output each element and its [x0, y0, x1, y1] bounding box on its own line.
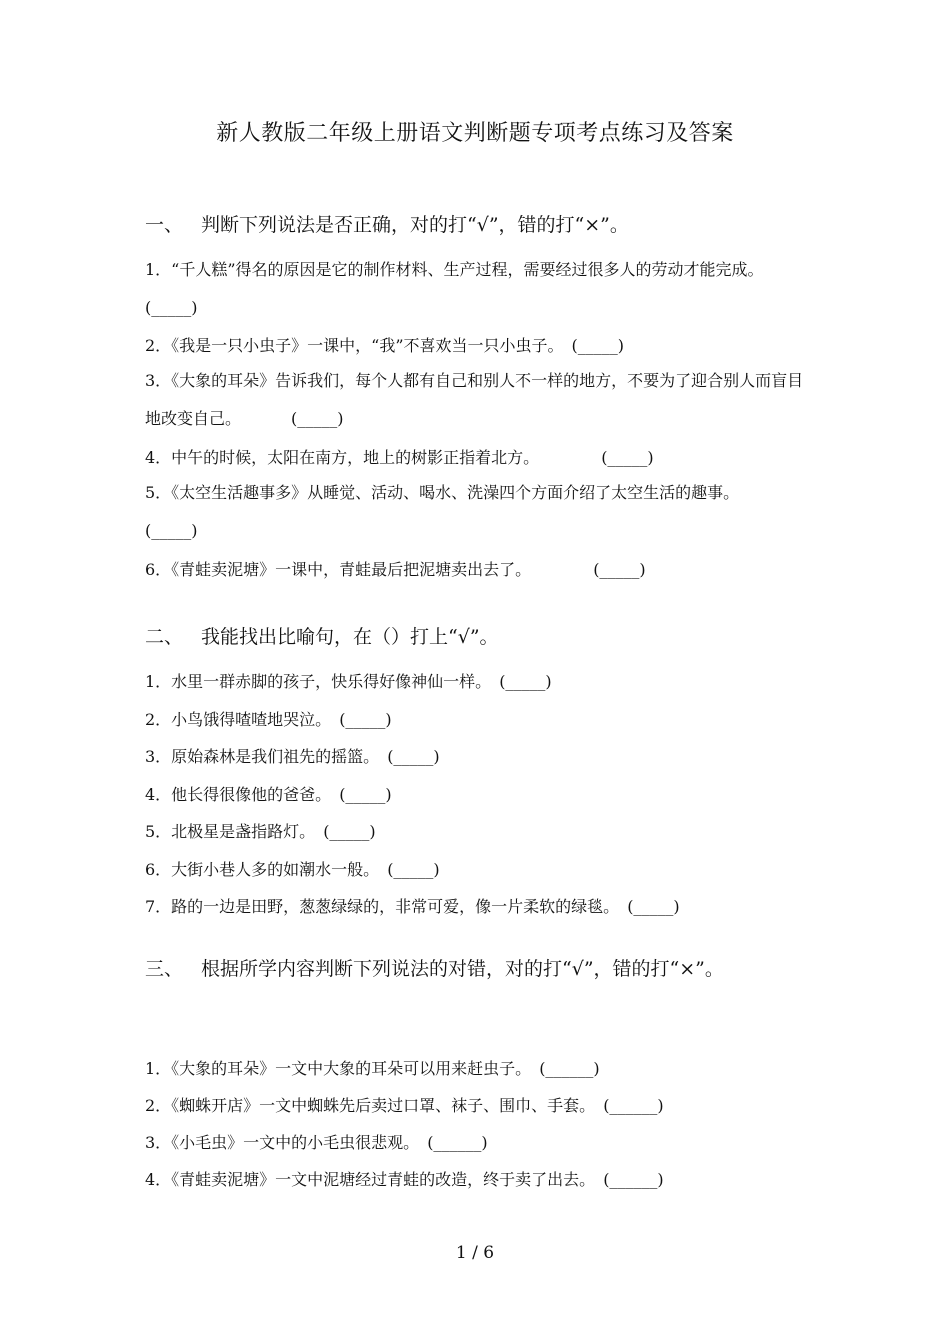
- question-text: 3．原始森林是我们祖先的摇篮。: [145, 747, 380, 766]
- question-text: 5．《太空生活趣事多》从睡觉、活动、喝水、洗澡四个方面介绍了太空生活的趣事。: [145, 483, 740, 502]
- section-1-instruction: 判断下列说法是否正确，对的打“√”，错的打“×”。: [201, 214, 629, 236]
- answer-blank[interactable]: (______): [539, 1059, 600, 1078]
- answer-blank[interactable]: (_____): [339, 710, 392, 729]
- question-text: 6．《青蛙卖泥塘》一课中，青蛙最后把泥塘卖出去了。: [145, 560, 532, 579]
- question-2-2: [145, 707, 392, 730]
- page-number: 1 / 6: [455, 1243, 495, 1263]
- answer-blank[interactable]: (_____): [323, 822, 376, 841]
- question-text: 3．《大象的耳朵》告诉我们，每个人都有自己和别人不一样的地方，不要为了迎合别人而盲目地改变自己。: [145, 371, 804, 428]
- question-1-2: [145, 333, 624, 356]
- question-1-6: [145, 557, 646, 580]
- answer-blank[interactable]: (_____): [571, 336, 625, 355]
- question-3-1: [145, 1056, 600, 1079]
- answer-blank[interactable]: (_____): [627, 897, 680, 916]
- section-3-heading: [145, 945, 795, 993]
- question-1-3: [145, 362, 810, 438]
- answer-blank[interactable]: (______): [603, 1170, 664, 1189]
- answer-blank[interactable]: (_____): [593, 560, 646, 579]
- answer-blank[interactable]: (_____): [601, 448, 654, 467]
- answer-blank[interactable]: (_____): [145, 521, 198, 540]
- question-1-1: [145, 251, 810, 327]
- question-text: 4．他长得很像他的爸爸。: [145, 785, 332, 804]
- question-text: 1．“千人糕”得名的原因是它的制作材料、生产过程，需要经过很多人的劳动才能完成。: [145, 260, 764, 279]
- question-2-7: [145, 894, 680, 917]
- question-1-4: [145, 445, 654, 468]
- answer-blank[interactable]: (______): [427, 1133, 488, 1152]
- question-text: 1．水里一群赤脚的孩子，快乐得好像神仙一样。: [145, 672, 492, 691]
- question-2-6: [145, 857, 440, 880]
- page-title: 新人教版二年级上册语文判断题专项考点练习及答案: [216, 121, 734, 146]
- question-2-5: [145, 819, 376, 842]
- question-1-5: [145, 474, 810, 550]
- question-text: 2．小鸟饿得喳喳地哭泣。: [145, 710, 332, 729]
- question-text: 1．《大象的耳朵》一文中大象的耳朵可以用来赶虫子。: [145, 1059, 532, 1078]
- question-3-3: [145, 1130, 488, 1153]
- question-text: 4．中午的时候，太阳在南方，地上的树影正指着北方。: [145, 448, 540, 467]
- question-text: 4．《青蛙卖泥塘》一文中泥塘经过青蛙的改造，终于卖了出去。: [145, 1170, 596, 1189]
- question-2-1: [145, 669, 552, 692]
- section-2-number: 二、: [145, 626, 184, 648]
- question-text: 2．《蜘蛛开店》一文中蜘蛛先后卖过口罩、袜子、围巾、手套。: [145, 1096, 596, 1115]
- answer-blank[interactable]: (_____): [387, 747, 440, 766]
- answer-blank[interactable]: (_____): [291, 409, 344, 428]
- question-2-3: [145, 744, 440, 767]
- answer-blank[interactable]: (_____): [145, 298, 198, 317]
- section-3-instruction: 根据所学内容判断下列说法的对错，对的打“√”，错的打“×”。: [201, 958, 724, 980]
- section-1-number: 一、: [145, 214, 184, 236]
- question-3-4: [145, 1167, 664, 1190]
- question-text: 6．大街小巷人多的如潮水一般。: [145, 860, 380, 879]
- answer-blank[interactable]: (_____): [387, 860, 440, 879]
- answer-blank[interactable]: (_____): [499, 672, 552, 691]
- question-text: 3．《小毛虫》一文中的小毛虫很悲观。: [145, 1133, 420, 1152]
- section-1-heading: [145, 210, 629, 237]
- answer-blank[interactable]: (_____): [339, 785, 392, 804]
- question-text: 7．路的一边是田野，葱葱绿绿的，非常可爱，像一片柔软的绿毯。: [145, 897, 620, 916]
- question-text: 5．北极星是盏指路灯。: [145, 822, 316, 841]
- section-3-number: 三、: [145, 958, 184, 980]
- question-text: 2．《我是一只小虫子》一课中，“我”不喜欢当一只小虫子。: [145, 336, 564, 355]
- answer-blank[interactable]: (______): [603, 1096, 664, 1115]
- section-2-heading: [145, 622, 499, 649]
- section-2-instruction: 我能找出比喻句，在（）打上“√”。: [201, 626, 499, 648]
- question-3-2: [145, 1093, 664, 1116]
- question-2-4: [145, 782, 392, 805]
